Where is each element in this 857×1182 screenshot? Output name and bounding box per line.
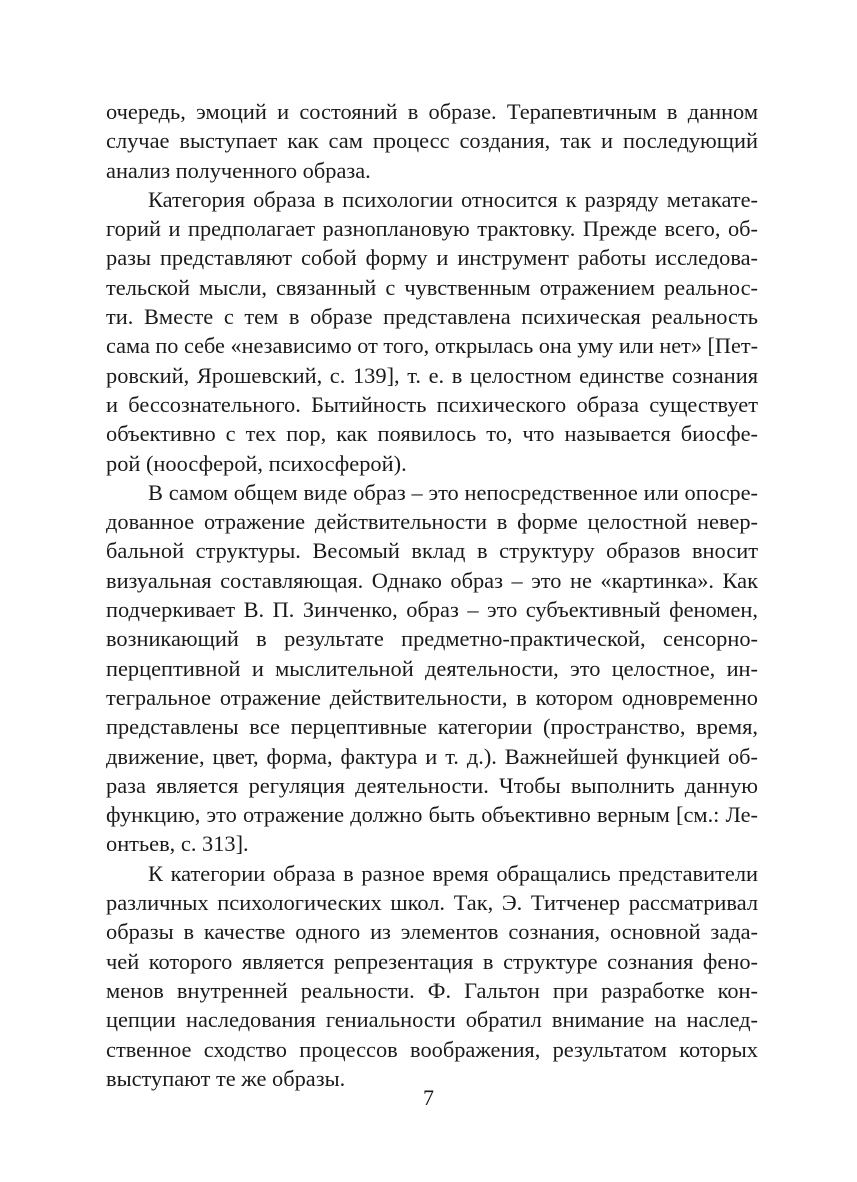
text-line: сама по себе «независимо от того, открылась она уму или нет» [Пет- bbox=[106, 333, 758, 359]
text-line: К категории образа в разное время обращались представители bbox=[148, 860, 758, 886]
text-line: различных психологических школ. Так, Э. Титченер рассматривал bbox=[106, 890, 758, 916]
body-text bbox=[106, 97, 758, 1093]
text-line: и бессознательного. Бытийность психического образа существует bbox=[106, 391, 758, 417]
text-line: подчеркивает В. П. Зинченко, образ – это субъективный феномен, bbox=[106, 597, 758, 623]
text-line: рой (ноосферой, психосферой). bbox=[106, 450, 407, 476]
page-number: 7 bbox=[423, 1085, 434, 1110]
text-line: онтьев, с. 313]. bbox=[106, 831, 249, 857]
text-line: менов внутренней реальности. Ф. Гальтон при разработке кон- bbox=[106, 977, 758, 1003]
text-line: Категория образа в психологии относится к разряду метакате- bbox=[148, 186, 758, 212]
text-line: случае выступает как сам процесс создания, так и последующий bbox=[106, 128, 758, 154]
text-line: возникающий в результате предметно-практической, сенсорно- bbox=[106, 626, 758, 652]
text-line: В самом общем виде образ – это непосредственное или опосре- bbox=[148, 479, 758, 505]
text-line: объективно с тех пор, как появилось то, что называется биосфе- bbox=[106, 421, 758, 447]
text-line: дованное отражение действительности в форме целостной невер- bbox=[106, 509, 758, 535]
text-line: визуальная составляющая. Однако образ – это не «картинка». Как bbox=[106, 567, 758, 593]
text-line: горий и предполагает разноплановую трактовку. Прежде всего, об- bbox=[106, 216, 758, 242]
text-line: ственное сходство процессов воображения, результатом которых bbox=[106, 1036, 758, 1062]
text-line: выступают те же образы. bbox=[106, 1065, 346, 1091]
text-line: перцептивной и мыслительной деятельности, это целостное, ин- bbox=[106, 655, 758, 681]
text-line: представлены все перцептивные категории (пространство, время, bbox=[106, 714, 758, 740]
text-line: бальной структуры. Весомый вклад в структуру образов вносит bbox=[106, 538, 758, 564]
text-line: тельской мысли, связанный с чувственным отражением реальнос- bbox=[106, 274, 758, 300]
text-line: разы представляют собой форму и инструмент работы исследова- bbox=[106, 245, 758, 271]
text-line: анализ полученного образа. bbox=[106, 157, 371, 183]
text-line: ти. Вместе с тем в образе представлена психическая реальность bbox=[106, 304, 758, 330]
text-line: цепции наследования гениальности обратил внимание на наслед- bbox=[106, 1007, 758, 1033]
text-line: функцию, это отражение должно быть объективно верным [см.: Ле- bbox=[106, 802, 758, 828]
text-line: очередь, эмоций и состояний в образе. Терапевтичным в данном bbox=[106, 99, 758, 124]
text-line: движение, цвет, форма, фактура и т. д.). Важнейшей функцией об- bbox=[106, 743, 758, 769]
text-line: образы в качестве одного из элементов сознания, основной зада- bbox=[106, 919, 758, 945]
text-line: чей которого является репрезентация в структуре сознания фено- bbox=[106, 948, 758, 974]
text-line: ровский, Ярошевский, с. 139], т. е. в целостном единстве сознания bbox=[106, 362, 758, 388]
text-line: раза является регуляция деятельности. Чтобы выполнить данную bbox=[106, 772, 758, 798]
text-line: тегральное отражение действительности, в котором одновременно bbox=[106, 684, 758, 710]
